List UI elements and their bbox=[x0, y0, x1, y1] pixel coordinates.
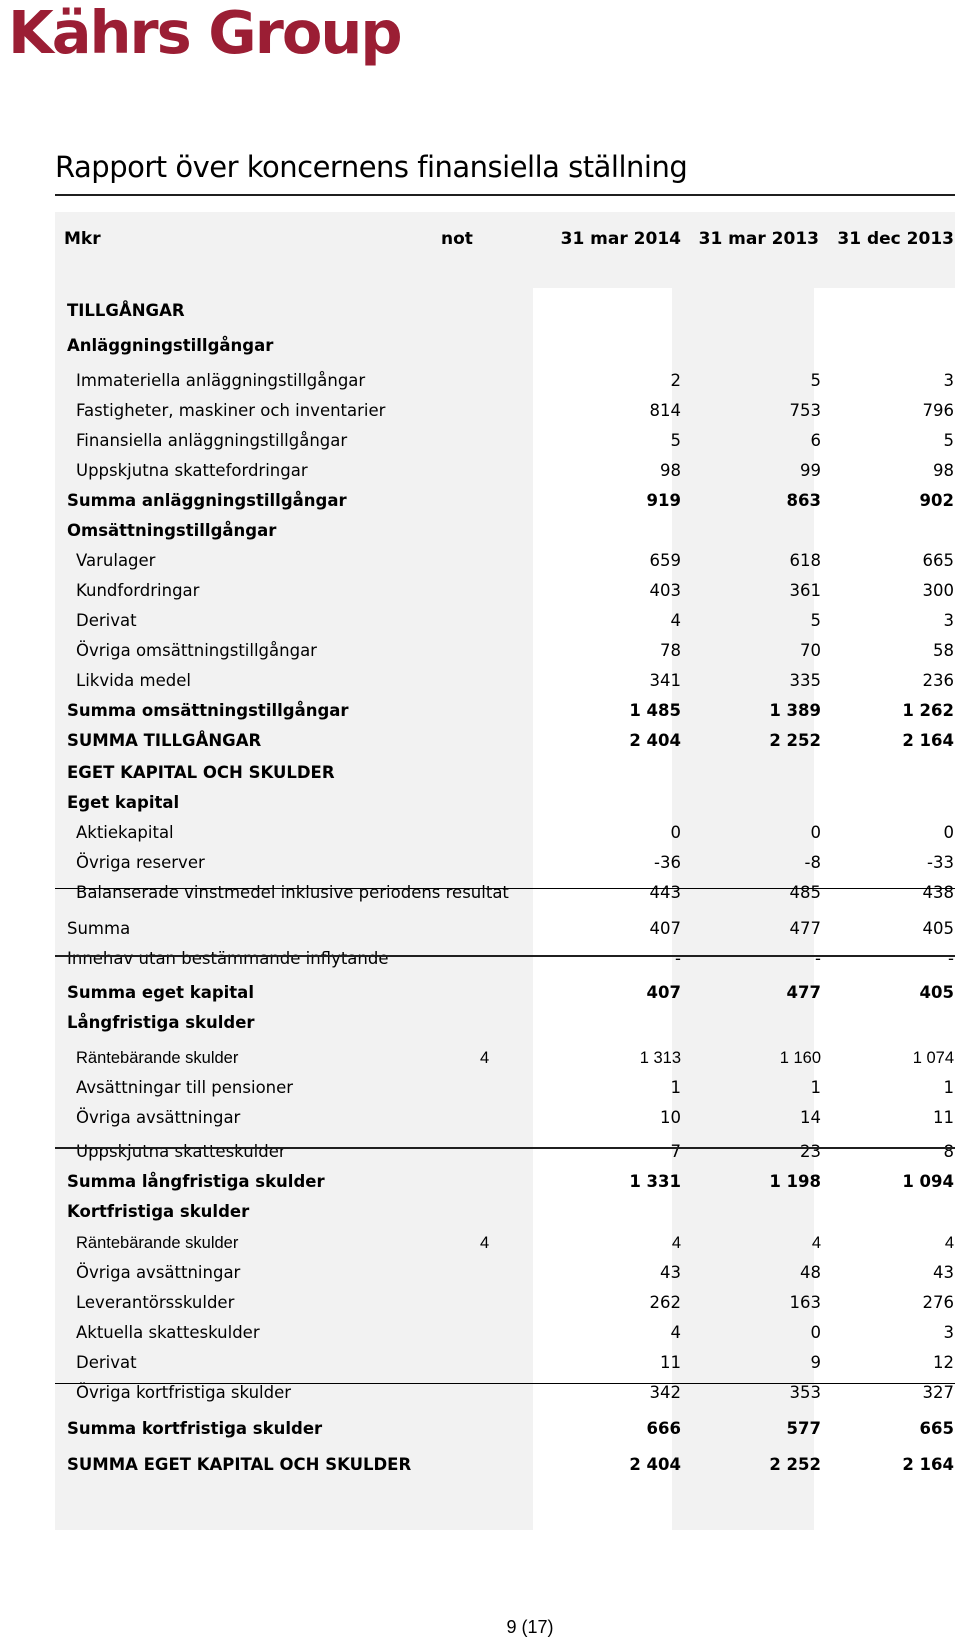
table-row bbox=[55, 1103, 955, 1133]
table-row bbox=[55, 758, 955, 788]
row-label: Leverantörsskulder bbox=[76, 1293, 235, 1312]
row-label: Balanserade vinstmedel inklusive periodens resultat bbox=[76, 883, 509, 902]
row-note: 4 bbox=[480, 1234, 490, 1252]
value-mar-2013: 335 bbox=[789, 671, 821, 690]
row-label: Varulager bbox=[76, 551, 156, 570]
value-2014: 2 bbox=[670, 371, 681, 390]
value-dec-2013: 300 bbox=[922, 581, 954, 600]
value-mar-2013: 353 bbox=[789, 1383, 821, 1402]
row-label: Övriga kortfristiga skulder bbox=[76, 1383, 292, 1402]
value-2014: 4 bbox=[671, 1234, 681, 1252]
table-row bbox=[55, 696, 955, 726]
value-mar-2013: 70 bbox=[800, 641, 821, 660]
value-2014: 342 bbox=[649, 1383, 681, 1402]
table-row bbox=[55, 944, 955, 974]
value-mar-2013: 23 bbox=[800, 1142, 821, 1161]
table-row bbox=[55, 1043, 955, 1073]
value-2014: 407 bbox=[646, 983, 681, 1002]
value-2014: 43 bbox=[660, 1263, 681, 1282]
row-label: Immateriella anläggningstillgångar bbox=[76, 371, 366, 390]
value-mar-2013: 1 198 bbox=[769, 1172, 821, 1191]
table-row bbox=[55, 366, 955, 396]
header-not: not bbox=[441, 229, 473, 249]
value-2014: 1 bbox=[670, 1078, 681, 1097]
row-note: 4 bbox=[480, 1049, 490, 1067]
table-row bbox=[55, 331, 955, 361]
value-2014: 262 bbox=[649, 1293, 681, 1312]
table-row bbox=[55, 788, 955, 818]
value-dec-2013: 276 bbox=[922, 1293, 954, 1312]
value-mar-2013: 6 bbox=[810, 431, 821, 450]
row-label: Derivat bbox=[76, 1353, 137, 1372]
value-dec-2013: 2 164 bbox=[902, 1455, 954, 1474]
value-2014: 10 bbox=[660, 1108, 681, 1127]
row-label: Derivat bbox=[76, 611, 137, 630]
value-dec-2013: 665 bbox=[922, 551, 954, 570]
value-dec-2013: 98 bbox=[933, 461, 954, 480]
table-row bbox=[55, 1318, 955, 1348]
value-2014: 5 bbox=[670, 431, 681, 450]
row-label: Aktiekapital bbox=[76, 823, 174, 842]
row-label: Omsättningstillgångar bbox=[67, 521, 277, 540]
table-row bbox=[55, 486, 955, 516]
value-mar-2013: 48 bbox=[800, 1263, 821, 1282]
row-label: Uppskjutna skattefordringar bbox=[76, 461, 308, 480]
table-row bbox=[55, 546, 955, 576]
value-mar-2013: 753 bbox=[789, 401, 821, 420]
value-mar-2013: 1 bbox=[810, 1078, 821, 1097]
table-row bbox=[55, 726, 955, 756]
row-label: Avsättningar till pensioner bbox=[76, 1078, 294, 1097]
row-label: Uppskjutna skatteskulder bbox=[76, 1142, 286, 1161]
row-label: TILLGÅNGAR bbox=[67, 301, 185, 320]
value-dec-2013: 58 bbox=[933, 641, 954, 660]
value-2014: 2 404 bbox=[629, 1455, 681, 1474]
value-dec-2013: 1 074 bbox=[912, 1049, 954, 1067]
row-label: Övriga reserver bbox=[76, 853, 205, 872]
header-mkr: Mkr bbox=[64, 229, 101, 249]
rule-after-innehav bbox=[55, 955, 955, 957]
header-top-rule bbox=[55, 194, 955, 196]
value-mar-2013: 0 bbox=[810, 823, 821, 842]
table-row bbox=[55, 818, 955, 848]
value-mar-2013: 2 252 bbox=[769, 731, 821, 750]
value-2014: 1 331 bbox=[629, 1172, 681, 1191]
value-dec-2013: 43 bbox=[933, 1263, 954, 1282]
value-mar-2013: - bbox=[815, 949, 821, 968]
table-row bbox=[55, 426, 955, 456]
row-label: Kundfordringar bbox=[76, 581, 200, 600]
table-row bbox=[55, 1073, 955, 1103]
value-mar-2013: 477 bbox=[786, 983, 821, 1002]
value-dec-2013: 5 bbox=[943, 431, 954, 450]
row-label: Övriga avsättningar bbox=[76, 1108, 241, 1127]
row-label: Räntebärande skulder bbox=[76, 1234, 239, 1252]
value-mar-2013: 5 bbox=[810, 371, 821, 390]
value-2014: 11 bbox=[660, 1353, 681, 1372]
value-mar-2013: 14 bbox=[800, 1108, 821, 1127]
row-label: Kortfristiga skulder bbox=[67, 1202, 250, 1221]
value-2014: 98 bbox=[660, 461, 681, 480]
row-label: Räntebärande skulder bbox=[76, 1049, 239, 1067]
value-2014: 814 bbox=[649, 401, 681, 420]
table-row bbox=[55, 1258, 955, 1288]
value-dec-2013: 796 bbox=[922, 401, 954, 420]
table-row bbox=[55, 636, 955, 666]
row-label: Likvida medel bbox=[76, 671, 191, 690]
row-label: Övriga avsättningar bbox=[76, 1263, 241, 1282]
value-2014: 7 bbox=[670, 1142, 681, 1161]
table-row bbox=[55, 516, 955, 546]
value-2014: 403 bbox=[649, 581, 681, 600]
value-dec-2013: 4 bbox=[944, 1234, 954, 1252]
table-row bbox=[55, 1348, 955, 1378]
table-row bbox=[55, 1450, 955, 1480]
value-2014: 919 bbox=[646, 491, 681, 510]
value-2014: 443 bbox=[649, 883, 681, 902]
row-label: Summa omsättningstillgångar bbox=[67, 701, 349, 720]
value-dec-2013: 3 bbox=[943, 611, 954, 630]
row-label: Aktuella skatteskulder bbox=[76, 1323, 260, 1342]
table-header bbox=[55, 212, 955, 268]
value-dec-2013: 3 bbox=[943, 1323, 954, 1342]
row-label: EGET KAPITAL OCH SKULDER bbox=[67, 763, 335, 782]
table-row bbox=[55, 1137, 955, 1167]
row-label: Summa eget kapital bbox=[67, 983, 254, 1002]
table-row bbox=[55, 1197, 955, 1227]
value-mar-2013: 5 bbox=[810, 611, 821, 630]
value-2014: 78 bbox=[660, 641, 681, 660]
table-row bbox=[55, 456, 955, 486]
row-label: Innehav utan bestämmande inflytande bbox=[67, 949, 389, 968]
value-dec-2013: 3 bbox=[943, 371, 954, 390]
value-mar-2013: 99 bbox=[800, 461, 821, 480]
value-dec-2013: 236 bbox=[922, 671, 954, 690]
value-dec-2013: 665 bbox=[919, 1419, 954, 1438]
table-row bbox=[55, 1414, 955, 1444]
value-mar-2013: 1 160 bbox=[779, 1049, 821, 1067]
rule-after-ovriga-kortfristiga bbox=[55, 1383, 955, 1384]
value-2014: 341 bbox=[649, 671, 681, 690]
row-label: Långfristiga skulder bbox=[67, 1013, 255, 1032]
row-label: SUMMA EGET KAPITAL OCH SKULDER bbox=[67, 1455, 412, 1474]
value-dec-2013: 1 262 bbox=[902, 701, 954, 720]
header-31-dec-2013: 31 dec 2013 bbox=[837, 229, 954, 249]
table-row bbox=[55, 978, 955, 1008]
value-mar-2013: 485 bbox=[789, 883, 821, 902]
header-31-mar-2013: 31 mar 2013 bbox=[698, 229, 819, 249]
table-row bbox=[55, 666, 955, 696]
table-row bbox=[55, 1228, 955, 1258]
table-row bbox=[55, 878, 955, 908]
value-mar-2013: 4 bbox=[811, 1234, 821, 1252]
table-row bbox=[55, 1288, 955, 1318]
value-2014: - bbox=[675, 949, 681, 968]
value-2014: 659 bbox=[649, 551, 681, 570]
value-dec-2013: 2 164 bbox=[902, 731, 954, 750]
value-mar-2013: 0 bbox=[810, 1323, 821, 1342]
row-label: Finansiella anläggningstillgångar bbox=[76, 431, 348, 450]
value-dec-2013: - bbox=[948, 949, 954, 968]
value-dec-2013: 1 094 bbox=[902, 1172, 954, 1191]
page-number: 9 (17) bbox=[506, 1617, 554, 1637]
row-label: Anläggningstillgångar bbox=[67, 336, 274, 355]
table-row bbox=[55, 606, 955, 636]
value-dec-2013: 0 bbox=[943, 823, 954, 842]
value-mar-2013: 9 bbox=[810, 1353, 821, 1372]
table-row bbox=[55, 914, 955, 944]
page-title: Rapport över koncernens finansiella ställning bbox=[55, 150, 688, 184]
row-label: Summa bbox=[67, 919, 131, 938]
value-mar-2013: 1 389 bbox=[769, 701, 821, 720]
value-dec-2013: 405 bbox=[922, 919, 954, 938]
value-2014: 407 bbox=[649, 919, 681, 938]
table-row bbox=[55, 396, 955, 426]
rule-after-balanserade bbox=[55, 888, 955, 889]
row-label: Summa kortfristiga skulder bbox=[67, 1419, 323, 1438]
table-row bbox=[55, 1008, 955, 1038]
value-mar-2013: -8 bbox=[804, 853, 821, 872]
row-label: Fastigheter, maskiner och inventarier bbox=[76, 401, 386, 420]
company-logo: Kährs Group bbox=[8, 0, 401, 67]
value-dec-2013: 12 bbox=[933, 1353, 954, 1372]
value-mar-2013: 361 bbox=[789, 581, 821, 600]
value-mar-2013: 163 bbox=[789, 1293, 821, 1312]
row-label: SUMMA TILLGÅNGAR bbox=[67, 731, 262, 750]
value-2014: 0 bbox=[670, 823, 681, 842]
value-dec-2013: 327 bbox=[922, 1383, 954, 1402]
value-2014: 4 bbox=[670, 611, 681, 630]
value-dec-2013: 438 bbox=[922, 883, 954, 902]
value-mar-2013: 618 bbox=[789, 551, 821, 570]
value-dec-2013: 902 bbox=[919, 491, 954, 510]
value-2014: 4 bbox=[670, 1323, 681, 1342]
value-mar-2013: 2 252 bbox=[769, 1455, 821, 1474]
value-mar-2013: 477 bbox=[789, 919, 821, 938]
value-dec-2013: 11 bbox=[933, 1108, 954, 1127]
value-2014: 1 313 bbox=[639, 1049, 681, 1067]
value-2014: 1 485 bbox=[629, 701, 681, 720]
table-row bbox=[55, 848, 955, 878]
header-31-mar-2014: 31 mar 2014 bbox=[560, 229, 681, 249]
value-dec-2013: 1 bbox=[943, 1078, 954, 1097]
row-label: Övriga omsättningstillgångar bbox=[76, 641, 317, 660]
row-label: Summa anläggningstillgångar bbox=[67, 491, 347, 510]
row-label: Summa långfristiga skulder bbox=[67, 1172, 325, 1191]
table-row bbox=[55, 296, 955, 326]
value-dec-2013: 405 bbox=[919, 983, 954, 1002]
value-2014: 666 bbox=[646, 1419, 681, 1438]
table-row bbox=[55, 576, 955, 606]
value-dec-2013: 8 bbox=[943, 1142, 954, 1161]
value-mar-2013: 577 bbox=[786, 1419, 821, 1438]
value-2014: 2 404 bbox=[629, 731, 681, 750]
row-label: Eget kapital bbox=[67, 793, 180, 812]
value-mar-2013: 863 bbox=[786, 491, 821, 510]
value-dec-2013: -33 bbox=[927, 853, 954, 872]
table-row bbox=[55, 1167, 955, 1197]
rule-after-uppskjutna bbox=[55, 1147, 955, 1149]
value-2014: -36 bbox=[654, 853, 681, 872]
